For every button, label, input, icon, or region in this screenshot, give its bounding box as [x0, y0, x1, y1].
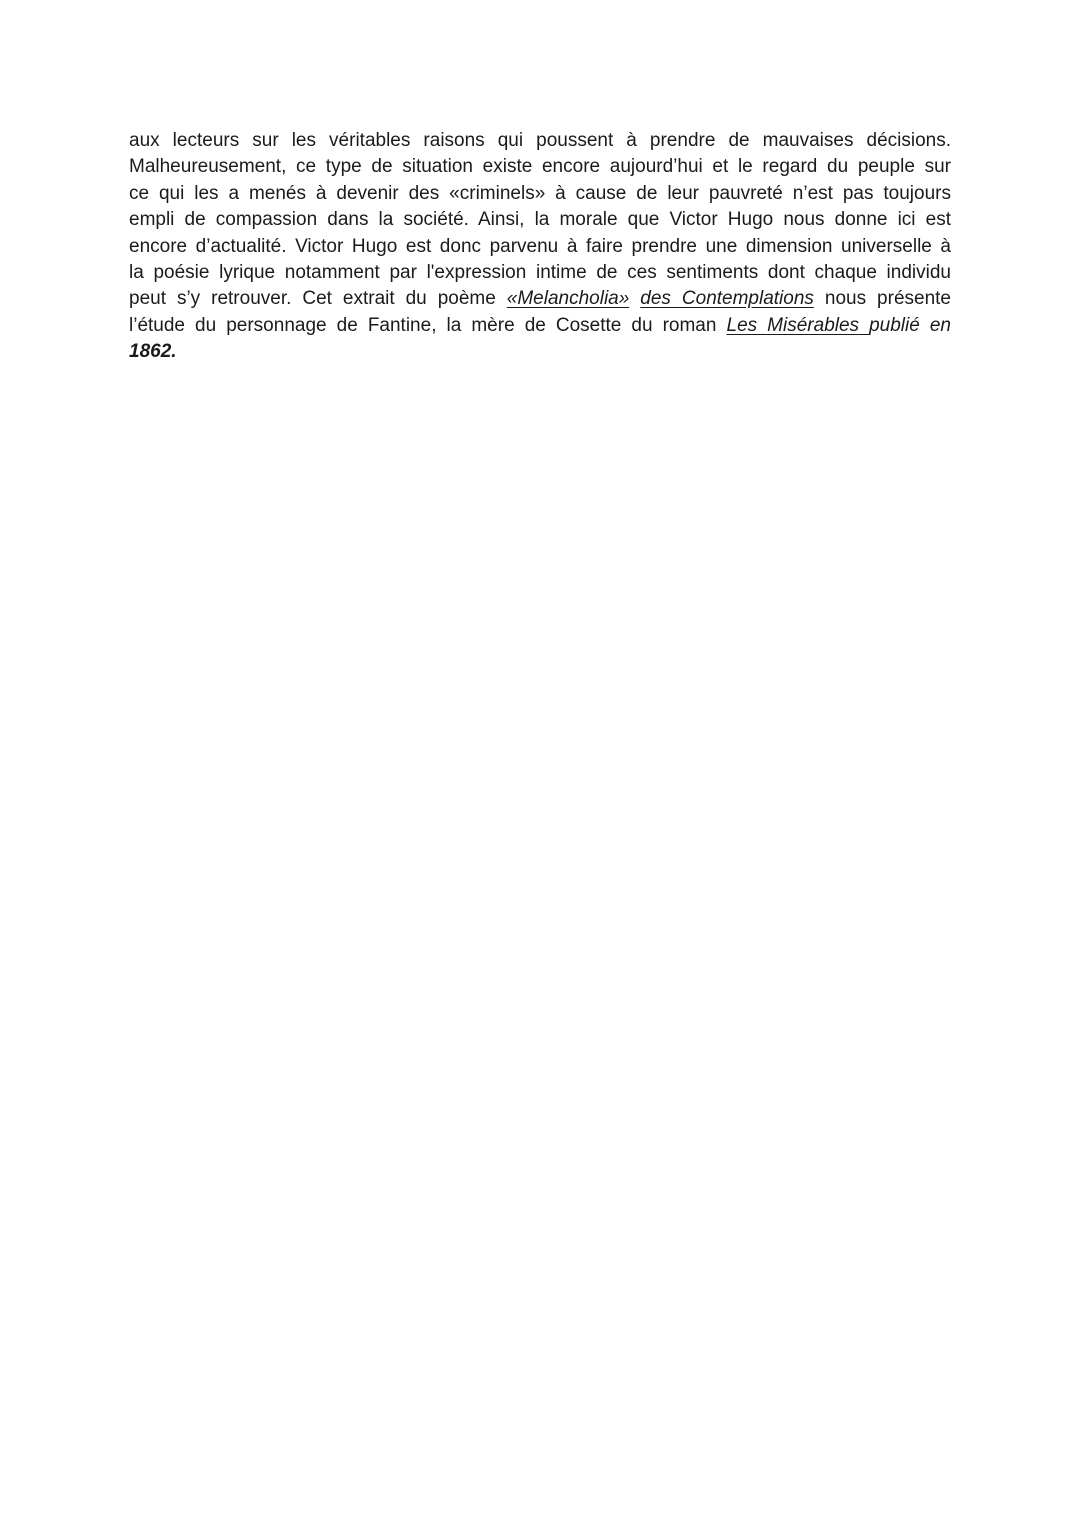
paragraph: [129, 128, 951, 366]
line-7-before: peut s’y retrouver. Cet extrait du poème: [129, 288, 507, 310]
poem-title: «Melancholia»: [506, 288, 630, 310]
text-line-2: Malheureusement, ce type de situation existe encore aujourd’hui et le regard du peuple sur: [129, 156, 951, 178]
publication-year: 1862.: [129, 341, 177, 363]
text-line-1: aux lecteurs sur les véritables raisons qui poussent à prendre de mauvaises décisions.: [129, 130, 951, 151]
text-line-3: ce qui les a menés à devenir des «criminels» à cause de leur pauvreté n’est pas toujours: [129, 182, 951, 204]
novel-title: Les Misérables: [726, 314, 870, 336]
collection-title: des Contemplations: [640, 288, 814, 310]
line-7-after: nous présente: [813, 288, 952, 310]
text-line-9: [129, 339, 951, 365]
line-8-before: l’étude du personnage de Fantine, la mère de Cosette du roman: [129, 314, 727, 336]
line-7-space: [629, 288, 640, 309]
text-line-8: [129, 313, 951, 339]
text-line-7: [129, 286, 951, 312]
text-line-5: encore d’actualité. Victor Hugo est donc parvenu à faire prendre une dimension universelle à: [129, 235, 951, 257]
text-line-4: empli de compassion dans la société. Ainsi, la morale que Victor Hugo nous donne ici est: [129, 209, 951, 231]
text-line-6: la poésie lyrique notamment par l'expression intime de ces sentiments dont chaque individu: [129, 261, 951, 283]
line-8-after: publié en: [869, 314, 952, 336]
